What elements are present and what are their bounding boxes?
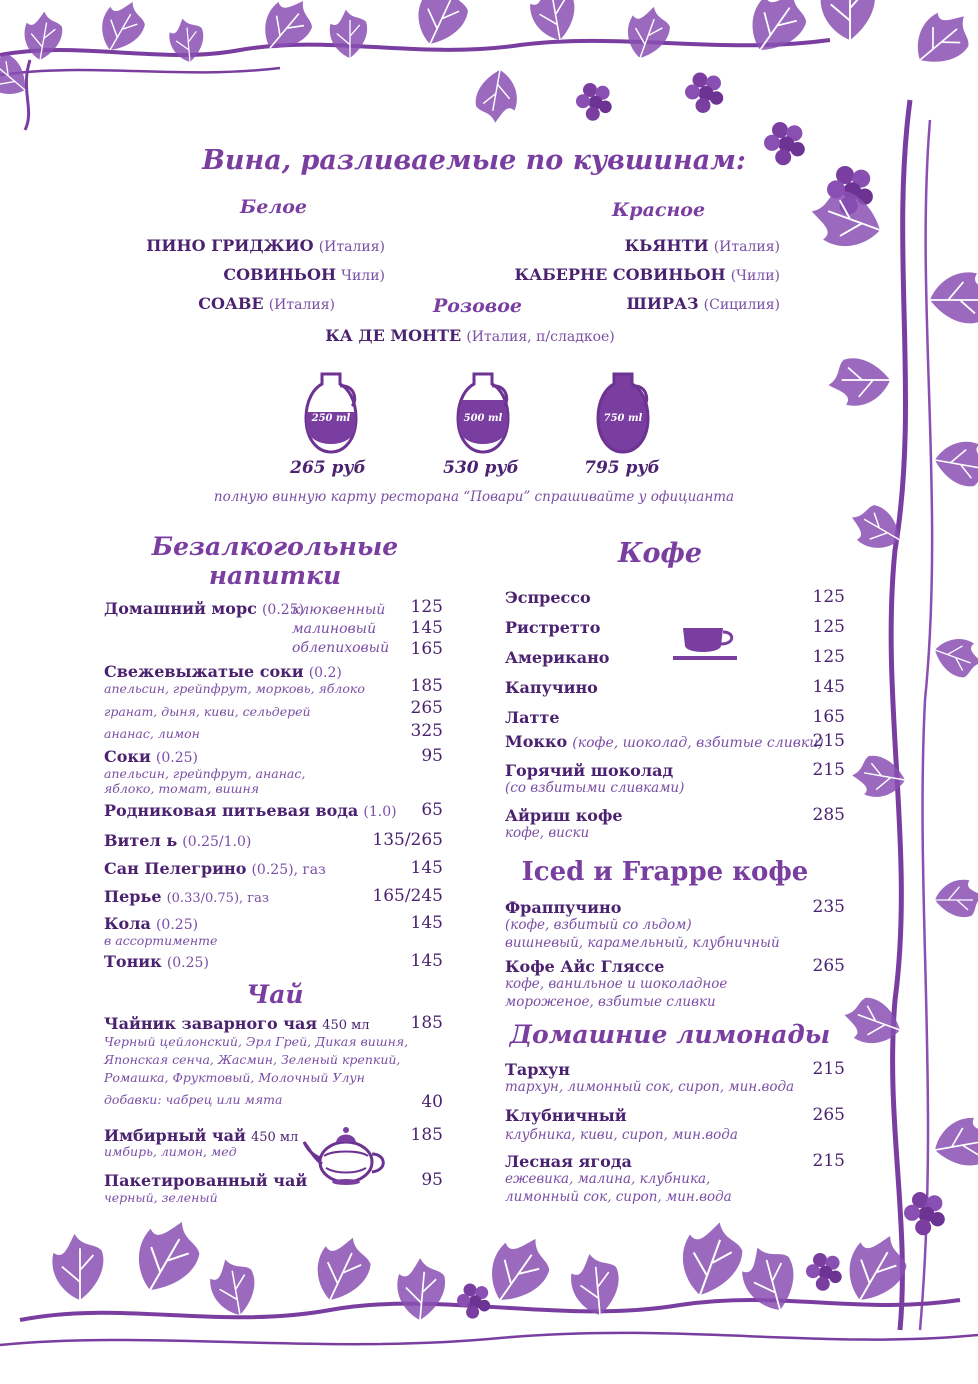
jug-250-price: 265 руб — [290, 458, 366, 478]
wine-item: КЬЯНТИ (Италия) — [624, 236, 780, 255]
water-price: 65 — [421, 800, 443, 820]
juice-price-2: 265 — [410, 698, 443, 718]
juices-item: Соки (0.25) — [104, 747, 199, 766]
ginger-tea-price: 185 — [410, 1125, 443, 1145]
juice-variant-3: ананас, лимон — [104, 726, 200, 741]
rose-wine-label: Розовое — [433, 295, 522, 317]
ice-glace-desc: кофе, ванильное и шоколадное мороженое, взбитые сливки — [505, 976, 728, 1010]
teapot-price: 185 — [410, 1013, 443, 1033]
wine-item: КАБЕРНЕ СОВИНЬОН (Чили) — [514, 265, 780, 284]
wines-title: Вина, разливаемые по кувшинам: — [202, 145, 746, 176]
strawberry-lemonade-item: Клубничный — [505, 1106, 627, 1125]
vittel-price: 135/265 — [372, 830, 443, 850]
teapot-desc: Черный цейлонский, Эрл Грей, Дикая вишня, Японская сенча, Жасмин, Зеленый крепкий, Ромашка, Фруктовый, Молочный Улун — [104, 1034, 409, 1085]
frappuccino-price: 235 — [812, 897, 845, 917]
wine-item: ПИНО ГРИДЖИО (Италия) — [146, 236, 385, 255]
forest-berry-desc: ежевика, малина, клубника, лимонный сок, сироп, мин.вода — [505, 1171, 732, 1205]
bagged-tea-item: Пакетированный чай — [104, 1171, 308, 1190]
juice-price-3: 325 — [410, 721, 443, 741]
coffee-title: Кофе — [617, 538, 703, 569]
jug-750-volume: 750 ml — [603, 413, 643, 424]
juice-variant-1: апельсин, грейпфрут, морковь, яблоко — [104, 681, 365, 696]
frappuccino-desc: (кофе, взбитый со льдом) вишневый, карамельный, клубничный — [505, 917, 780, 951]
cola-price: 145 — [410, 913, 443, 933]
coffee-cup-icon — [673, 626, 743, 662]
soft-drinks-title: Безалкогольные напитки — [151, 532, 399, 590]
ice-glace-item: Кофе Айс Гляссе — [505, 957, 665, 976]
jug-500-price: 530 руб — [443, 458, 519, 478]
white-wine-label: Белое — [240, 196, 307, 218]
iced-coffee-title: Iced и Frappe кофе — [521, 857, 809, 887]
ginger-tea-item: Имбирный чай 450 мл — [104, 1126, 299, 1145]
coffee-item-ristretto: Ристретто — [505, 618, 601, 637]
juice-variant-2: гранат, дыня, киви, сельдерей — [104, 704, 311, 719]
teapot-item: Чайник заварного чая 450 мл — [104, 1014, 370, 1033]
coffee-item-latte: Латте — [505, 708, 560, 727]
juice-price-1: 185 — [410, 676, 443, 696]
tonic-price: 145 — [410, 951, 443, 971]
tarhun-desc: тархун, лимонный сок, сироп, мин.вода — [505, 1079, 795, 1095]
coffee-item-americano: Американо — [505, 648, 610, 667]
forest-berry-price: 215 — [812, 1151, 845, 1171]
mors-prices: 125 145 165 — [410, 597, 443, 659]
coffee-prices: 125 125 125 145 165 — [812, 587, 845, 727]
ice-glace-price: 265 — [812, 956, 845, 976]
tea-title: Чай — [246, 980, 304, 1009]
strawberry-lemonade-desc: клубника, киви, сироп, мин.вода — [505, 1127, 738, 1143]
jug-750-price: 795 руб — [584, 458, 660, 478]
coffee-item-espresso: Эспрессо — [505, 588, 591, 607]
perrier-price: 165/245 — [372, 886, 443, 906]
frappuccino-item: Фраппучино — [505, 898, 622, 917]
mors-item: Домашний морс (0.25) — [104, 599, 305, 618]
hot-chocolate-price: 215 — [812, 760, 845, 780]
wine-list-note: полную винную карту ресторана “Повари” спрашивайте у официанта — [213, 489, 735, 505]
irish-coffee-desc: кофе, виски — [505, 825, 590, 841]
mocha-item: Мокко (кофе, шоколад, взбитые сливки) — [505, 732, 824, 751]
lemonade-title: Домашние лимонады — [509, 1020, 831, 1049]
jug-250-volume: 250 ml — [311, 413, 351, 424]
irish-coffee-item: Айриш кофе — [505, 806, 623, 825]
tarhun-price: 215 — [812, 1059, 845, 1079]
juices-desc: апельсин, грейпфрут, ананас, яблоко, томат, вишня — [104, 766, 306, 796]
fresh-juice-item: Свежевыжатые соки (0.2) — [104, 662, 342, 681]
tonic-item: Тоник (0.25) — [104, 952, 209, 971]
perrier-item: Перье (0.33/0.75), газ — [104, 887, 269, 906]
white-wine-list — [146, 232, 385, 319]
san-pellegrino-price: 145 — [410, 858, 443, 878]
vittel-item: Вител ь (0.25/1.0) — [104, 831, 252, 850]
irish-coffee-price: 285 — [812, 805, 845, 825]
hot-chocolate-item: Горячий шоколад — [505, 761, 674, 780]
wine-item: ШИРАЗ (Сицилия) — [626, 294, 780, 313]
tea-extras: добавки: чабрец или мята — [104, 1092, 283, 1107]
cola-item: Кола (0.25) — [104, 914, 199, 933]
hot-chocolate-desc: (со взбитыми сливками) — [505, 780, 685, 796]
mocha-price: 215 — [812, 731, 845, 751]
strawberry-lemonade-price: 265 — [812, 1105, 845, 1125]
ginger-tea-desc: имбирь, лимон, мед — [104, 1144, 237, 1159]
teapot-icon — [302, 1124, 390, 1188]
rose-wine-item: КА ДЕ МОНТЕ (Италия, п/сладкое) — [325, 326, 615, 345]
jug-500-volume: 500 ml — [463, 413, 503, 424]
forest-berry-item: Лесная ягода — [505, 1152, 632, 1171]
water-item: Родниковая питьевая вода (1.0) — [104, 801, 397, 820]
tea-extras-price: 40 — [421, 1092, 443, 1112]
wine-item: СОВИНЬОН Чили) — [223, 265, 385, 284]
tarhun-item: Тархун — [505, 1060, 570, 1079]
red-wine-label: Красное — [612, 199, 706, 221]
juices-price: 95 — [421, 746, 443, 766]
san-pellegrino-item: Сан Пелегрино (0.25), газ — [104, 859, 326, 878]
wine-item: СОАВЕ (Италия) — [198, 294, 335, 313]
cola-desc: в ассортименте — [104, 933, 218, 948]
bagged-tea-desc: черный, зеленый — [104, 1190, 218, 1205]
bagged-tea-price: 95 — [421, 1170, 443, 1190]
coffee-list — [505, 583, 609, 733]
red-wine-list — [515, 232, 780, 319]
mors-variants: клюквенный малиновый облепиховый — [292, 602, 390, 656]
coffee-item-cappuccino: Капучино — [505, 678, 598, 697]
